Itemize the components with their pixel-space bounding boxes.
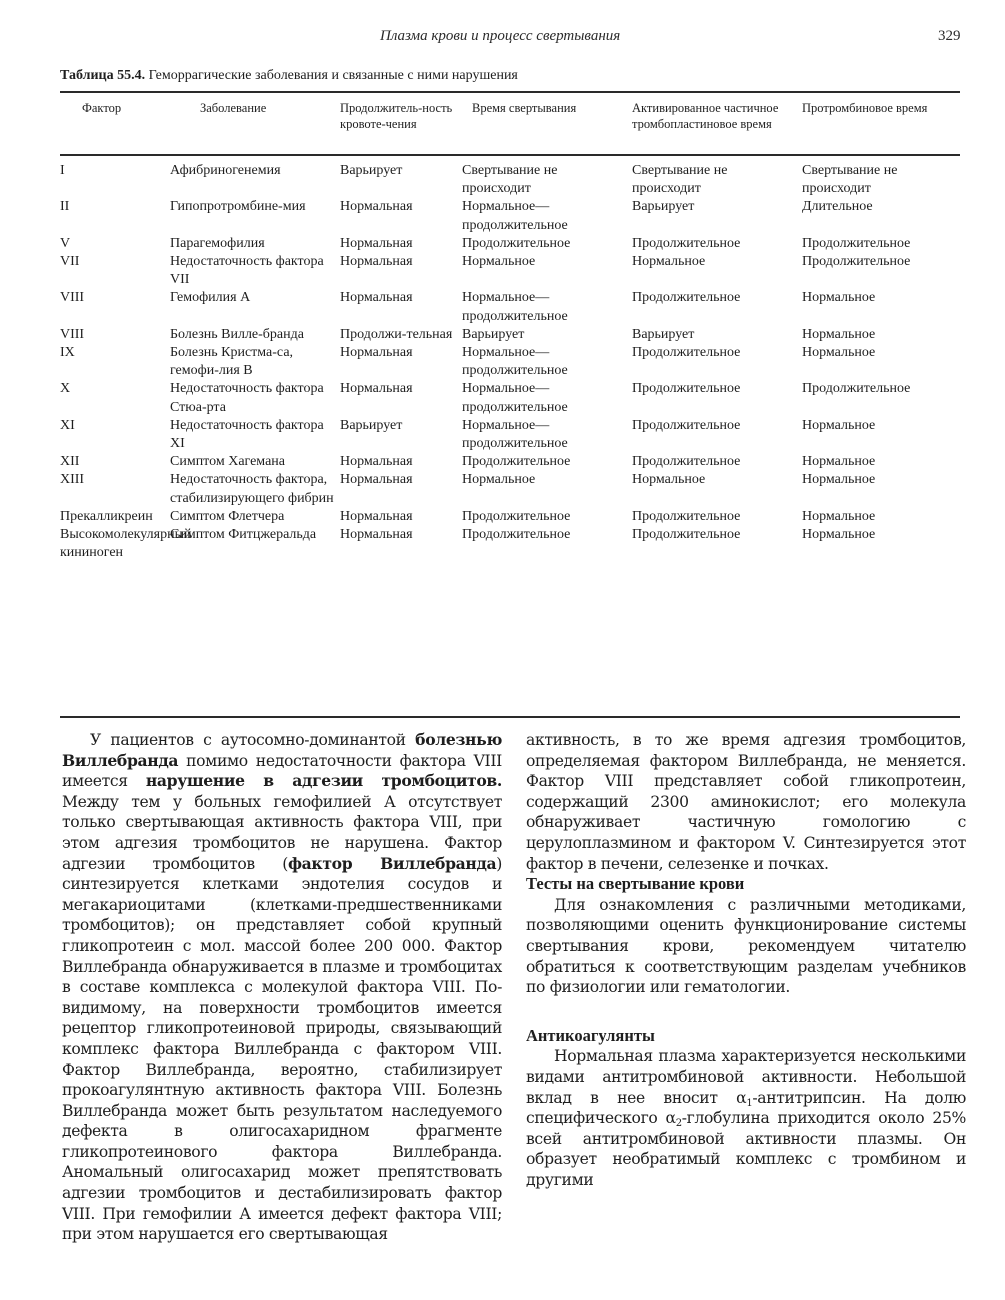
- subscript: 2: [675, 1118, 682, 1130]
- cell-factor: V: [60, 235, 71, 251]
- cell-disease: Недостаточность фактора Стюа-рта: [170, 381, 324, 415]
- table-row: [60, 471, 960, 507]
- header-prothrombin-time: Протромбиновое время: [802, 101, 928, 115]
- table-row: [60, 380, 960, 416]
- cell-factor: XII: [60, 454, 80, 470]
- cell-aptt: Продолжительное: [632, 417, 741, 433]
- cell-clotting-time: Продолжительное: [462, 235, 571, 251]
- cell-prothrombin-time: Нормальное: [802, 345, 876, 361]
- cell-bleeding-time: Нормальная: [340, 254, 413, 270]
- cell-factor: XIII: [60, 472, 85, 488]
- text-run: Между тем у больных гемофилией А отсутствует только свертывающая активность фактора VIII, при этом адгезия тромбоцитов не нарушена. Фактор адгезии тромбоцитов (: [62, 792, 502, 873]
- cell-bleeding-time: Нормальная: [340, 290, 413, 306]
- paragraph-anticoagulants: [526, 1046, 966, 1190]
- cell-aptt: Нормальное: [632, 472, 706, 488]
- cell-aptt: Свертывание не происходит: [632, 163, 728, 197]
- paragraph-von-willebrand: [62, 730, 502, 1245]
- cell-factor: I: [60, 163, 65, 178]
- cell-prothrombin-time: Нормальное: [802, 290, 876, 306]
- running-title: Плазма крови и процесс свертывания: [380, 28, 621, 44]
- cell-clotting-time: Нормальное—продолжительное: [462, 417, 568, 452]
- table-row: [60, 198, 960, 234]
- header-factor: Фактор: [82, 101, 122, 115]
- cell-aptt: Продолжительное: [632, 508, 741, 524]
- cell-factor: VIII: [60, 290, 85, 306]
- text-run: Нормальная плазма характеризуется несколькими видами антитромбиновой активности. Небольшой вклад в нее вносит α: [526, 1047, 966, 1107]
- table-top-rule: [60, 91, 960, 93]
- cell-disease: Афибриногенемия: [170, 163, 281, 178]
- bold-term: нарушение в адгезии тромбоцитов.: [145, 771, 502, 791]
- cell-clotting-time: Нормальное: [462, 472, 536, 488]
- table-row: [60, 253, 960, 289]
- table-row: [60, 344, 960, 380]
- table-row: [60, 289, 960, 325]
- cell-factor: XI: [60, 417, 75, 433]
- table-row: [60, 453, 960, 471]
- cell-clotting-time: Продолжительное: [462, 454, 571, 470]
- table-caption: [60, 68, 518, 84]
- table-caption-label: Таблица 55.4.: [60, 68, 146, 83]
- cell-aptt: Варьирует: [632, 326, 695, 342]
- right-text-column: [526, 730, 966, 1190]
- cell-factor: II: [60, 199, 70, 215]
- cell-bleeding-time: Нормальная: [340, 235, 413, 251]
- cell-disease: Недостаточность фактора XI: [170, 417, 324, 452]
- cell-bleeding-time: Варьирует: [340, 417, 403, 433]
- cell-disease: Парагемофилия: [170, 235, 265, 251]
- hemorrhagic-disorders-table: [60, 98, 960, 562]
- cell-bleeding-time: Нормальная: [340, 199, 413, 215]
- cell-clotting-time: Нормальное—продолжительное: [462, 290, 568, 324]
- header-aptt: Активированное частичное тромбопластиновое время: [632, 101, 779, 131]
- cell-disease: Болезнь Кристма-са, гемофи-лия В: [170, 345, 294, 379]
- cell-prothrombin-time: Нормальное: [802, 417, 876, 433]
- cell-clotting-time: Нормальное—продолжительное: [462, 381, 568, 415]
- table-body: [60, 152, 960, 562]
- cell-disease: Болезнь Вилле-бранда: [170, 326, 304, 342]
- cell-clotting-time: Нормальное—продолжительное: [462, 345, 568, 379]
- cell-prothrombin-time: Продолжительное: [802, 381, 911, 397]
- table-row: [60, 152, 960, 198]
- cell-bleeding-time: Варьирует: [340, 163, 403, 178]
- cell-aptt: Продолжительное: [632, 345, 741, 361]
- cell-prothrombin-time: Нормальное: [802, 508, 876, 524]
- text-run: -антитрипсин. На долю специфического α: [526, 1088, 966, 1128]
- cell-disease: Гемофилия А: [170, 290, 251, 306]
- header-bleeding-time: Продолжитель-ность кровоте-чения: [340, 101, 453, 131]
- running-head: [0, 28, 1005, 50]
- text-run: помимо недостаточности фактора VIII имеется: [62, 751, 502, 791]
- bold-term: болезнью Виллебранда: [62, 730, 502, 770]
- cell-aptt: Продолжительное: [632, 235, 741, 251]
- cell-prothrombin-time: Нормальное: [802, 527, 876, 543]
- cell-bleeding-time: Нормальная: [340, 527, 413, 543]
- header-clotting-time: Время свертывания: [472, 101, 577, 115]
- table-row: [60, 235, 960, 253]
- cell-bleeding-time: Нормальная: [340, 345, 413, 361]
- cell-bleeding-time: Нормальная: [340, 381, 413, 397]
- section-heading-tests: Тесты на свертывание крови: [526, 874, 745, 894]
- cell-prothrombin-time: Продолжительное: [802, 235, 911, 251]
- cell-factor: VII: [60, 254, 80, 270]
- cell-clotting-time: Нормальное—продолжительное: [462, 199, 568, 233]
- cell-prothrombin-time: Нормальное: [802, 326, 876, 342]
- cell-prothrombin-time: Длительное: [802, 199, 873, 215]
- cell-disease: Недостаточность фактора, стабилизирующего фибрин: [170, 472, 334, 506]
- cell-prothrombin-time: Свертывание не происходит: [802, 163, 898, 197]
- cell-disease: Симптом Хагемана: [170, 454, 285, 470]
- cell-bleeding-time: Нормальная: [340, 508, 413, 524]
- paragraph-continuation: активность, в то же время адгезия тромбоцитов, определяемая фактором Виллебранда, не меняется. Фактор VIII представляет собой гликопротеин, содержащий 2300 аминокислот; его молекула обнаруживает частичную гомологию с церулоплазмином и фактором V. Синтезируется этот фактор в печени, селезенке и почках.: [526, 731, 966, 873]
- cell-prothrombin-time: Нормальное: [802, 454, 876, 470]
- cell-factor: VIII: [60, 326, 85, 342]
- table-row: [60, 326, 960, 344]
- cell-bleeding-time: Нормальная: [340, 454, 413, 470]
- table-caption-text: Геморрагические заболевания и связанные с ними нарушения: [145, 68, 518, 83]
- cell-disease: Гипопротромбине-мия: [170, 199, 306, 215]
- cell-clotting-time: Варьирует: [462, 326, 525, 342]
- cell-aptt: Продолжительное: [632, 527, 741, 543]
- cell-disease: Симптом Флетчера: [170, 508, 285, 524]
- text-run: -глобулина приходится около 25% всей антитромбиновой активности плазмы. Он образует необратимый комплекс с тромбином и другими: [526, 1109, 966, 1189]
- cell-factor: Высокомолекулярный кининоген: [60, 527, 192, 561]
- cell-bleeding-time: Продолжи-тельная: [340, 326, 453, 342]
- cell-clotting-time: Нормальное: [462, 254, 536, 270]
- cell-factor: IX: [60, 345, 75, 361]
- header-disease: Заболевание: [200, 101, 267, 115]
- left-text-column: [62, 730, 502, 1245]
- cell-disease: Симптом Фитцжеральда: [170, 527, 317, 543]
- text-run: ) синтезируется клетками эндотелия сосудов и мегакариоцитами (клетками-предшественниками тромбоцитов); он представляет собой крупный гликопротеин с мол. массой более 200 000. Фактор Виллебранда обнаруживается в плазме и тромбоцитах в составе комплекса с молекулой фактора VIII. По-видимому, на поверхности тромбоцитов имеется рецептор гликопротеиновой природы, связывающий комплекс фактора Виллебранда с фактором VIII. Фактор Виллебранда, вероятно, стабилизирует прокоагулянтную активность фактора VIII. Болезнь Виллебранда может быть результатом наследуемого дефекта в олигосахаридном фрагменте гликопротеинового фактора Виллебранда. Аномальный олигосахарид может препятствовать адгезии тромбоцитов и дестабилизировать фактор VIII. При гемофилии А имеется дефект фактора VIII; при этом нарушается его свертывающая: [62, 854, 502, 1244]
- cell-aptt: Продолжительное: [632, 381, 741, 397]
- cell-prothrombin-time: Продолжительное: [802, 254, 911, 270]
- cell-aptt: Продолжительное: [632, 290, 741, 306]
- cell-aptt: Продолжительное: [632, 454, 741, 470]
- cell-clotting-time: Продолжительное: [462, 508, 571, 524]
- cell-clotting-time: Продолжительное: [462, 527, 571, 543]
- bold-term: фактор Виллебранда: [287, 853, 497, 873]
- cell-factor: Прекалликреин: [60, 508, 153, 524]
- subscript: 1: [746, 1097, 753, 1109]
- table-bottom-rule: [60, 716, 960, 718]
- table-row: [60, 526, 960, 562]
- cell-factor: X: [60, 381, 71, 397]
- table-header-row: [60, 98, 960, 152]
- cell-disease: Недостаточность фактора VII: [170, 254, 324, 288]
- cell-aptt: Варьирует: [632, 199, 695, 215]
- cell-clotting-time: Свертывание не происходит: [462, 163, 558, 197]
- cell-bleeding-time: Нормальная: [340, 472, 413, 488]
- table-row: [60, 417, 960, 453]
- cell-aptt: Нормальное: [632, 254, 706, 270]
- cell-prothrombin-time: Нормальное: [802, 472, 876, 488]
- text-run: У пациентов с аутосомно-доминантой: [90, 731, 416, 749]
- paragraph-tests: Для ознакомления с различными методиками, позволяющими оценить функционирование системы свертывания крови, рекомендуем читателю обратиться к соответствующим разделам учебников по физиологии или гематологии.: [526, 895, 966, 997]
- table-row: [60, 508, 960, 526]
- section-heading-anticoagulants: Антикоагулянты: [526, 1025, 655, 1045]
- page-number: 329: [938, 28, 961, 44]
